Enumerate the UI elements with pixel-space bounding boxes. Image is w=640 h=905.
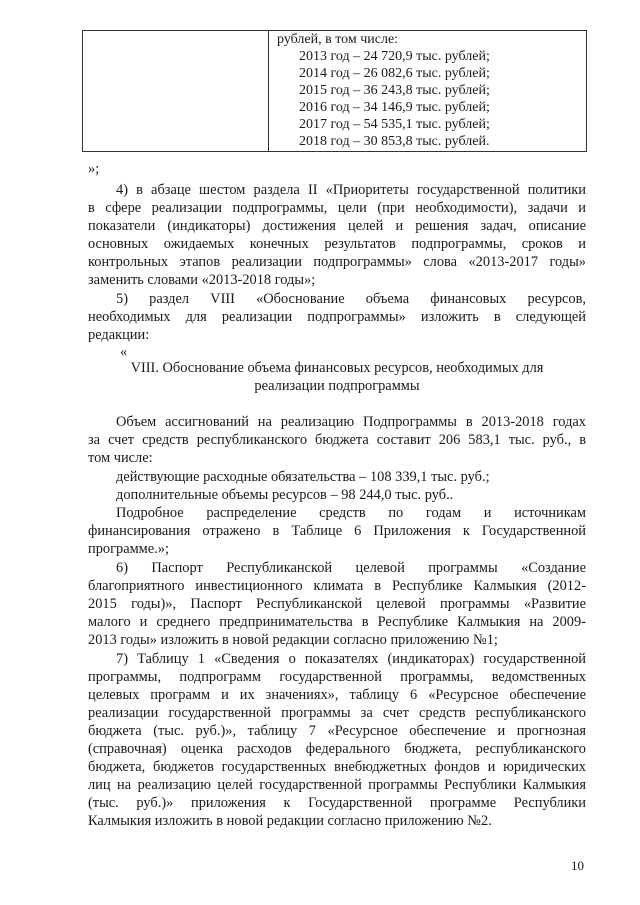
closing-quote: »; — [88, 161, 100, 177]
item6-line: благоприятного инвестиционного климата в Республике Калмыкия (2012- — [88, 578, 586, 594]
item7-line: 7) Таблицу 1 «Сведения о показателях (индикаторах) государственной — [116, 651, 586, 667]
distribution-line: программе.»; — [88, 541, 169, 557]
funding-year-2018: 2018 год – 30 853,8 тыс. рублей. — [299, 134, 490, 149]
item7-line: программы, подпрограмм государственной программы, ведомственных — [88, 669, 586, 685]
volume-line: Объем ассигнований на реализацию Подпрограммы в 2013-2018 годах — [116, 414, 586, 430]
funding-table — [82, 30, 587, 152]
funding-year-2017: 2017 год – 54 535,1 тыс. рублей; — [299, 117, 490, 132]
item7-line: бюджета (тыс. руб.)», таблицу 7 «Ресурсное обеспечение и прогнозная — [88, 723, 586, 739]
item6-line: 6) Паспорт Республиканской целевой программы «Создание — [116, 560, 586, 576]
item5-line: редакции: — [88, 327, 150, 343]
distribution-line: финансирования отражено в Таблице 6 Приложения к Государственной — [88, 523, 586, 539]
funding-table-right-cell — [269, 31, 587, 152]
section-heading-line: реализации подпрограммы — [254, 378, 420, 394]
item4-line: контрольных этапов реализации подпрограммы» слова «2013-2017 годы» — [88, 254, 586, 270]
volume-line: за счет средств республиканского бюджета составит 206 583,1 тыс. руб., в — [88, 432, 586, 448]
item4-line: показатели (индикаторы) достижения целей и решения задач, описание — [88, 218, 586, 234]
funding-year-2013: 2013 год – 24 720,9 тыс. рублей; — [299, 49, 490, 64]
volume-line: том числе: — [88, 450, 153, 466]
item6-line: малого и среднего предпринимательства в Республике Калмыкия на 2009- — [88, 614, 586, 630]
item6-line: 2015 годы)», Паспорт Республиканской целевой программы «Развитие — [88, 596, 586, 612]
item4-line: 4) в абзаце шестом раздела II «Приоритеты государственной политики — [116, 182, 586, 198]
funding-table-left-cell — [83, 31, 269, 152]
section-heading-line: VIII. Обоснование объема финансовых ресурсов, необходимых для — [130, 360, 544, 376]
item7-line: лиц на реализацию целей государственной программы Республики Калмыкия — [88, 777, 586, 793]
current-obligations: действующие расходные обязательства – 108 339,1 тыс. руб.; — [116, 469, 490, 485]
item7-line: бюджета, бюджетов государственных внебюджетных фондов и юридических — [88, 759, 586, 775]
opening-quote: « — [120, 344, 128, 360]
funding-year-2015: 2015 год – 36 243,8 тыс. рублей; — [299, 83, 490, 98]
item5-line: необходимых для реализации подпрограммы» изложить в следующей — [88, 309, 586, 325]
item6-line: 2013 годы» изложить в новой редакции согласно приложению №1; — [88, 632, 498, 648]
page-number: 10 — [571, 858, 584, 873]
funding-intro: рублей, в том числе: — [277, 32, 399, 47]
item7-line: целевых программ и их значениях», таблицу 6 «Ресурсное обеспечение — [88, 687, 586, 703]
item7-line: (справочная) оценка расходов федерального бюджета, республиканского — [88, 741, 586, 757]
item4-line: в сфере реализации подпрограммы, цели (при необходимости), задачи и — [88, 200, 586, 216]
item7-line: реализации государственной программы за счет средств республиканского — [88, 705, 586, 721]
item4-line: заменить словами «2013-2018 годы»; — [88, 272, 316, 288]
item7-line: (тыс. руб.)» приложения к Государственной программе Республики — [88, 795, 586, 811]
funding-year-2014: 2014 год – 26 082,6 тыс. рублей; — [299, 66, 490, 81]
funding-year-2016: 2016 год – 34 146,9 тыс. рублей; — [299, 100, 490, 115]
distribution-line: Подробное распределение средств по годам и источникам — [116, 505, 586, 521]
item5-line: 5) раздел VIII «Обоснование объема финансовых ресурсов, — [116, 291, 586, 307]
item7-line: Калмыкия изложить в новой редакции согласно приложению №2. — [88, 813, 492, 829]
additional-volumes: дополнительные объемы ресурсов – 98 244,0 тыс. руб.. — [116, 487, 454, 503]
item4-line: основных ожидаемых конечных результатов подпрограммы, сроков и — [88, 236, 586, 252]
